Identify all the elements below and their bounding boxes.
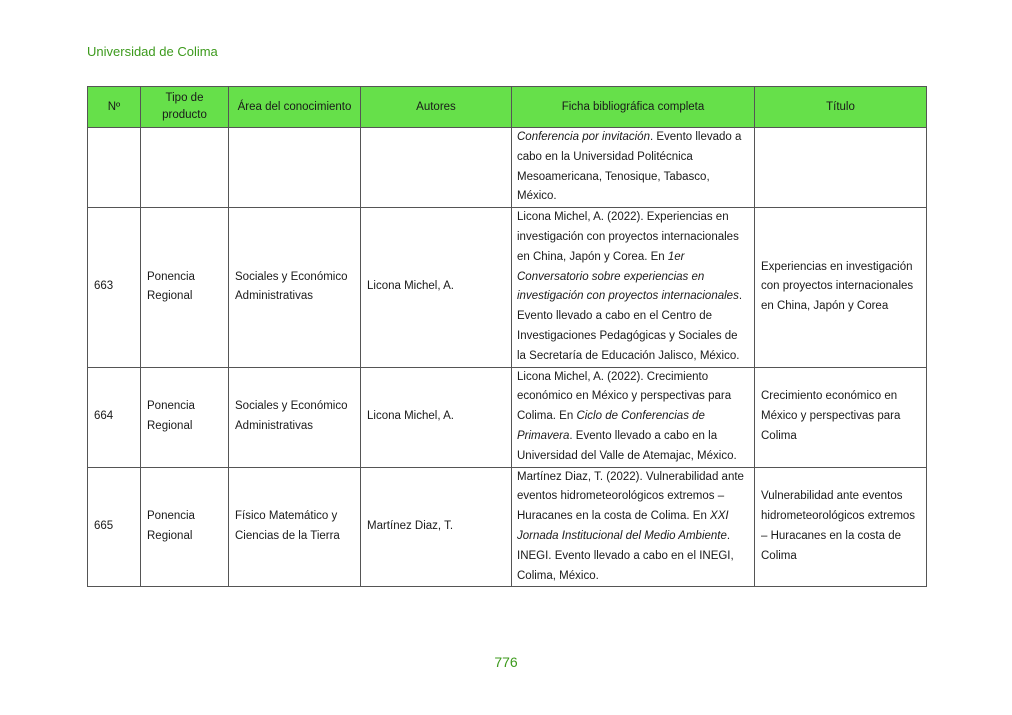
- col-header-ficha: Ficha bibliográfica completa: [512, 87, 755, 128]
- cell-ficha: [512, 367, 755, 467]
- col-header-num: Nº: [88, 87, 141, 128]
- cell-num: 665: [88, 467, 141, 587]
- ficha-text: . Evento llevado a cabo en la Universidad Politécnica Mesoamericana, Tenosique, Tabasco, México.: [517, 131, 742, 203]
- cell-ficha: [512, 208, 755, 367]
- ficha-text: Licona Michel, A. (2022). Crecimiento económico en México y perspectivas para Colima. En: [517, 370, 732, 423]
- cell-autores: Martínez Diaz, T.: [361, 467, 512, 587]
- cell-area: [229, 128, 361, 208]
- ficha-italic: 1er Conversatorio sobre experiencias en investigación con proyectos internacionales: [517, 250, 739, 303]
- cell-area: Sociales y Económico Administrativas: [229, 367, 361, 467]
- ficha-italic: XXI Jornada Institucional del Medio Ambiente: [517, 510, 729, 542]
- cell-num: 664: [88, 367, 141, 467]
- products-table: [87, 86, 927, 587]
- table-row: [88, 128, 927, 208]
- cell-tipo: [141, 128, 229, 208]
- cell-autores: Licona Michel, A.: [361, 367, 512, 467]
- cell-area: Físico Matemático y Ciencias de la Tierra: [229, 467, 361, 587]
- cell-titulo: Crecimiento económico en México y perspectivas para Colima: [755, 367, 927, 467]
- cell-tipo: Ponencia Regional: [141, 467, 229, 587]
- table-row: [88, 367, 927, 467]
- col-header-titulo: Título: [755, 87, 927, 128]
- cell-titulo: Vulnerabilidad ante eventos hidrometeorológicos extremos – Huracanes en la costa de Colima: [755, 467, 927, 587]
- cell-area: Sociales y Económico Administrativas: [229, 208, 361, 367]
- cell-ficha: [512, 128, 755, 208]
- ficha-italic: Conferencia por invitación: [517, 131, 650, 143]
- cell-num: [88, 128, 141, 208]
- cell-autores: Licona Michel, A.: [361, 208, 512, 367]
- cell-titulo: Experiencias en investigación con proyectos internacionales en China, Japón y Corea: [755, 208, 927, 367]
- page-number: 776: [494, 654, 518, 670]
- col-header-area: Área del conocimiento: [229, 87, 361, 128]
- cell-ficha: [512, 467, 755, 587]
- table-row: [88, 208, 927, 367]
- col-header-tipo: Tipo de producto: [141, 87, 229, 128]
- cell-tipo: Ponencia Regional: [141, 367, 229, 467]
- ficha-text: Licona Michel, A. (2022). Experiencias en investigación con proyectos internacionales en China, Japón y Corea. En: [517, 211, 739, 263]
- ficha-text: . Evento llevado a cabo en el Centro de Investigaciones Pedagógicas y Sociales de la Secretaría de Educación Jalisco, México.: [517, 290, 743, 362]
- ficha-text: . Evento llevado a cabo en la Universidad del Valle de Atemajac, México.: [517, 429, 737, 462]
- cell-tipo: Ponencia Regional: [141, 208, 229, 367]
- cell-titulo: [755, 128, 927, 208]
- ficha-text: . INEGI. Evento llevado a cabo en el INEGI, Colima, México.: [517, 529, 734, 582]
- table-row: [88, 467, 927, 587]
- institution-name: Universidad de Colima: [87, 44, 218, 59]
- ficha-text: Martínez Diaz, T. (2022). Vulnerabilidad ante eventos hidrometeorológicos extremos – Huracanes en la costa de Colima. En: [517, 470, 744, 523]
- cell-autores: [361, 128, 512, 208]
- table-header-row: [88, 87, 927, 128]
- cell-num: 663: [88, 208, 141, 367]
- col-header-autores: Autores: [361, 87, 512, 128]
- ficha-italic: Ciclo de Conferencias de Primavera: [517, 410, 705, 442]
